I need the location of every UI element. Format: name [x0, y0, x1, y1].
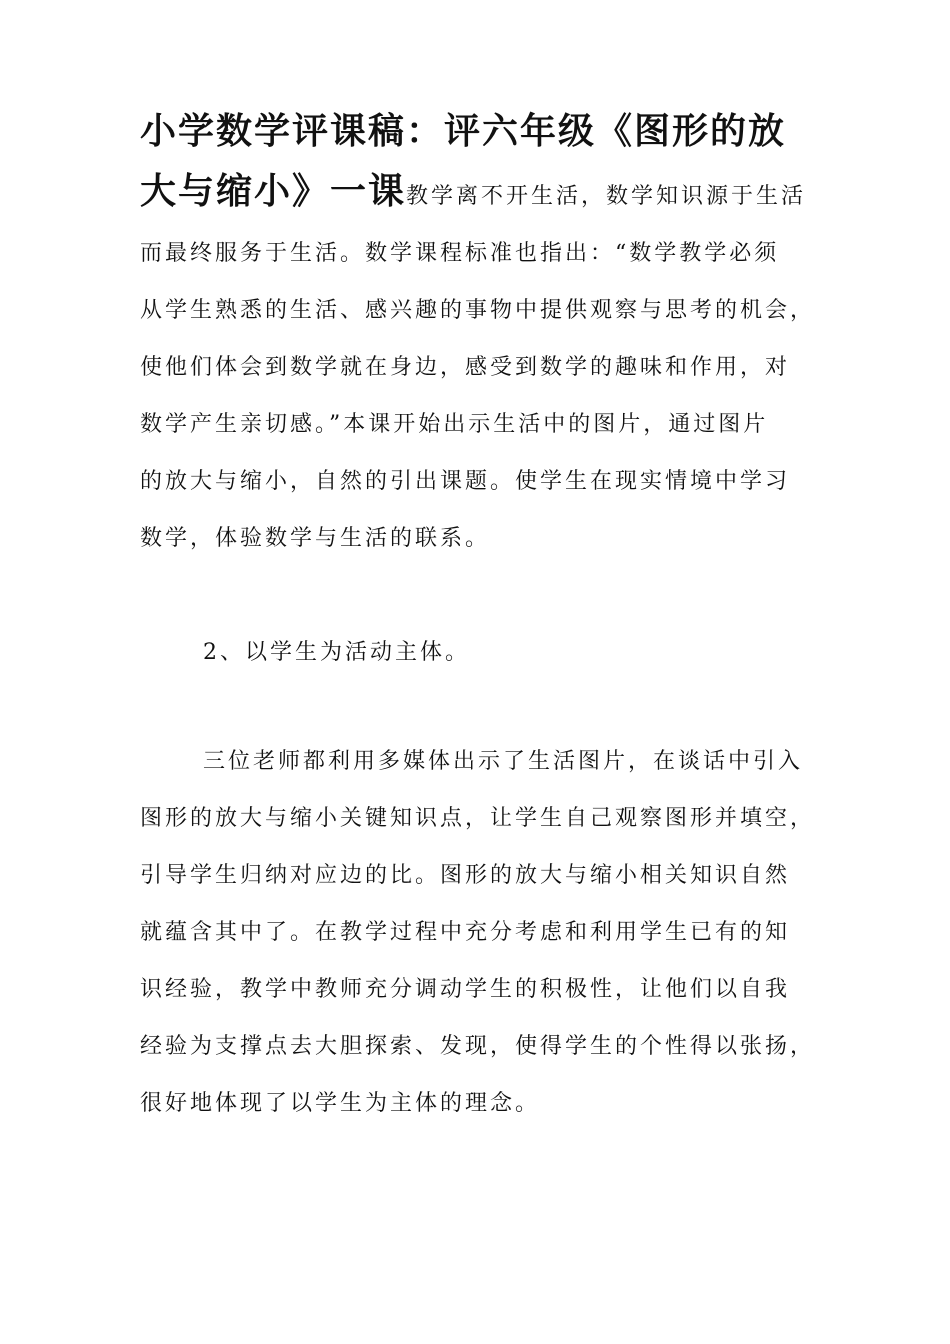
paragraph-2-line-4: 就蕴含其中了。在教学过程中充分考虑和利用学生已有的知	[140, 920, 791, 945]
paragraph-1-line-2: 而最终服务于生活。数学课程标准也指出：“数学教学必须	[140, 241, 780, 266]
paragraph-2-line-3: 引导学生归纳对应边的比。图形的放大与缩小相关知识自然	[140, 863, 791, 888]
paragraph-1-line-7: 数学，体验数学与生活的联系。	[140, 526, 491, 551]
paragraph-1-line-3: 从学生熟悉的生活、感兴趣的事物中提供观察与思考的机会，	[140, 298, 816, 323]
paragraph-2-line-7: 很好地体现了以学生为主体的理念。	[140, 1091, 541, 1116]
document-title-end: 大与缩小》一课	[140, 171, 407, 212]
paragraph-2-line-6: 经验为支撑点去大胆探索、发现，使得学生的个性得以张扬，	[140, 1034, 816, 1059]
document-title-line-2	[140, 172, 806, 217]
paragraph-1-line-5: 数学产生亲切感。”本课开始出示生活中的图片，通过图片	[140, 412, 769, 437]
paragraph-2-line-1: 三位老师都利用多媒体出示了生活图片，在谈话中引入	[203, 749, 804, 774]
paragraph-1-line-6: 的放大与缩小，自然的引出课题。使学生在现实情境中学习	[140, 469, 791, 494]
paragraph-1-line-4: 使他们体会到数学就在身边，感受到数学的趣味和作用，对	[140, 355, 791, 380]
section-heading: 2、以学生为活动主体。	[203, 640, 470, 665]
paragraph-2-line-5: 识经验，教学中教师充分调动学生的积极性，让他们以自我	[140, 977, 791, 1002]
paragraph-2-line-2: 图形的放大与缩小关键知识点，让学生自己观察图形并填空，	[140, 806, 816, 831]
paragraph-1-line-1: 教学离不开生活，数学知识源于生活	[406, 184, 807, 209]
document-title-line-1: 小学数学评课稿：评六年级《图形的放	[140, 111, 787, 152]
